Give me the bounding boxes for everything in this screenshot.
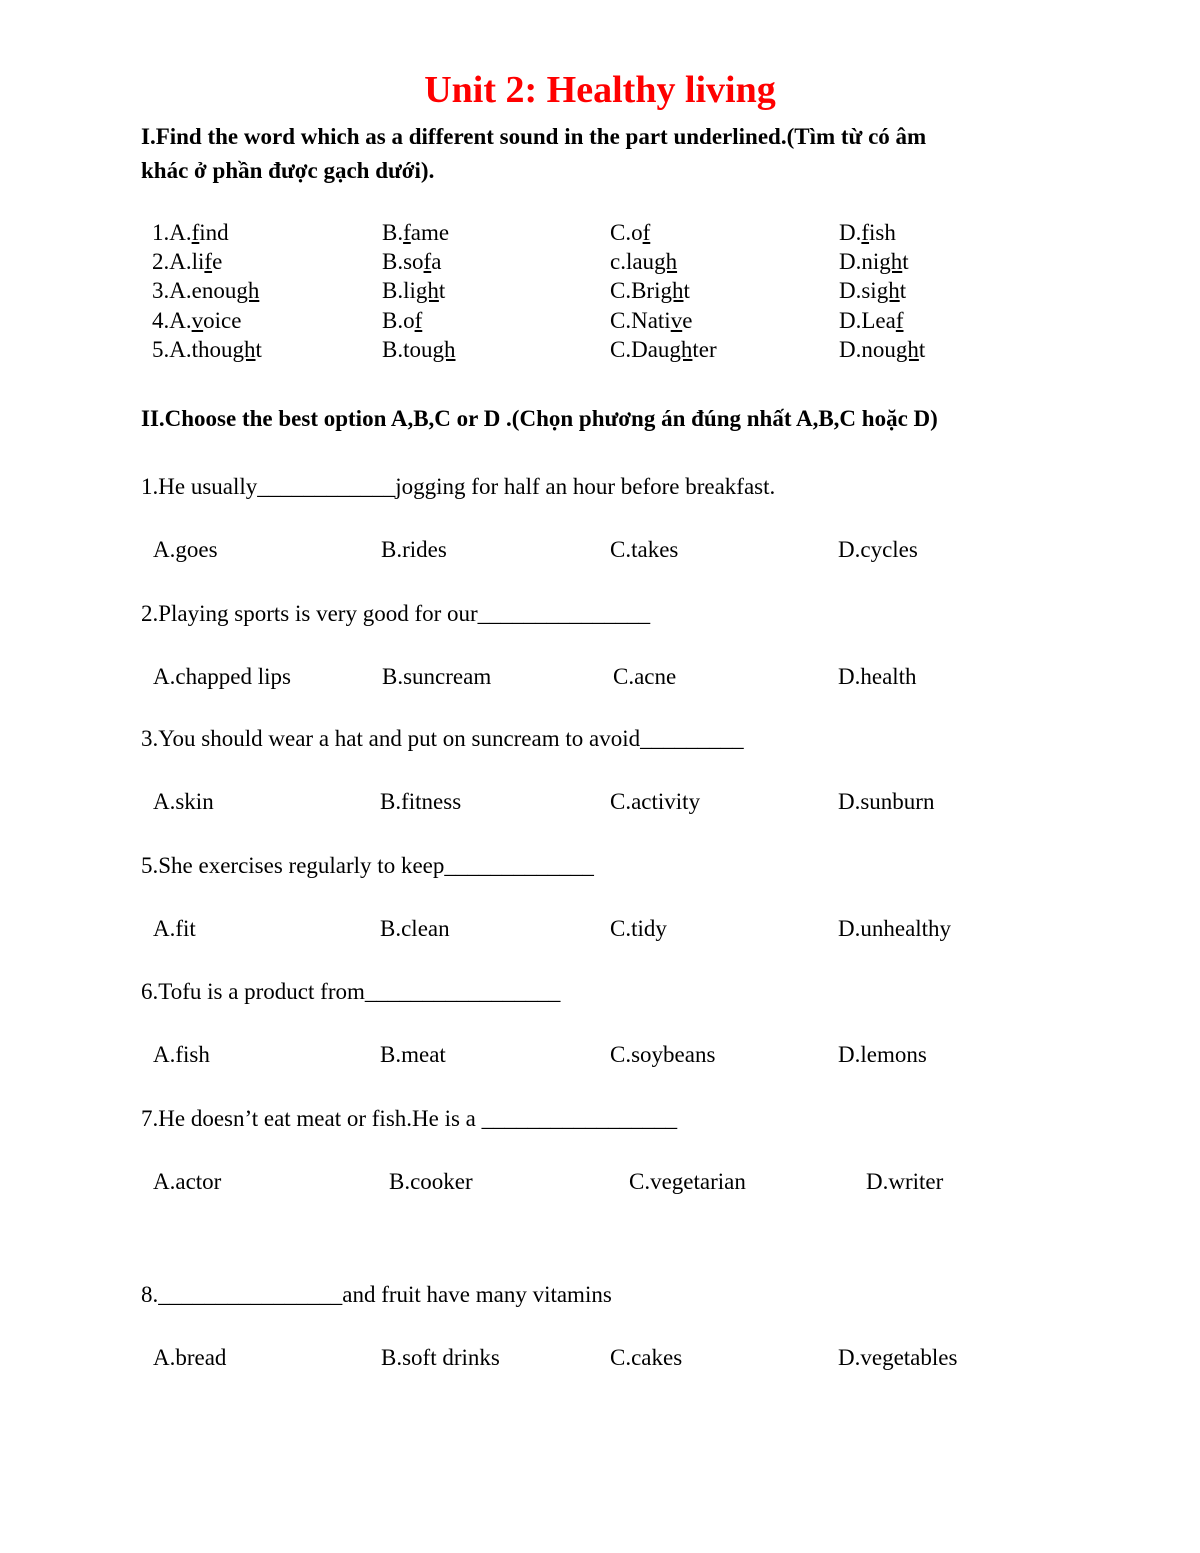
answer-option: C.soybeans <box>610 1042 716 1067</box>
underlined-part: gh <box>654 249 678 275</box>
part1-option <box>152 249 222 275</box>
answer-option: D.vegetables <box>838 1345 958 1370</box>
answer-options <box>0 537 1200 567</box>
answer-option: A.skin <box>153 789 214 814</box>
word-part: B. <box>382 220 404 245</box>
word-part: t <box>918 336 926 362</box>
part1-option <box>152 220 229 246</box>
answer-option: B.meat <box>380 1042 446 1067</box>
word-part: B.li <box>382 278 416 304</box>
answer-options <box>0 789 1200 819</box>
underlined-part: gh <box>415 278 439 304</box>
underlined-part: f <box>895 307 904 333</box>
word-part: C.o <box>610 220 643 245</box>
underlined-part: v <box>191 307 204 333</box>
answer-option: B.fitness <box>380 789 462 814</box>
word-part: 4.A. <box>152 307 192 333</box>
answer-option: A.actor <box>153 1169 222 1194</box>
part1-option <box>382 278 445 304</box>
word-part: t <box>438 278 446 304</box>
part1-option <box>382 337 455 363</box>
answer-option: D.lemons <box>838 1042 927 1067</box>
question-text: 5.She exercises regularly to keep_____________ <box>141 853 594 878</box>
word-part: C.Nati <box>610 307 671 333</box>
underlined-part: gh <box>236 278 260 304</box>
word-part: 5.A.thou <box>152 336 233 362</box>
underlined-part: f <box>861 220 870 245</box>
answer-option: D.cycles <box>838 537 918 562</box>
underlined-part: gh <box>669 336 693 362</box>
word-part: B.tou <box>382 336 433 362</box>
underlined-part: f <box>403 220 411 245</box>
part1-option <box>152 278 259 304</box>
underlined-part: f <box>204 249 213 275</box>
answer-option: D.writer <box>866 1169 944 1194</box>
underlined-part: gh <box>660 278 684 304</box>
answer-option: B.rides <box>381 537 447 562</box>
word-part: ind <box>199 220 229 245</box>
answer-option: C.takes <box>610 537 679 562</box>
word-part: oice <box>203 307 242 333</box>
part1-option <box>839 278 906 304</box>
underlined-part: f <box>423 249 432 275</box>
word-part: t <box>899 278 907 304</box>
question-text: 6.Tofu is a product from_________________ <box>141 979 561 1004</box>
word-part: B.so <box>382 249 424 275</box>
part1-option <box>610 337 717 363</box>
answer-options <box>0 1345 1200 1375</box>
word-part: ish <box>869 220 896 245</box>
word-part: e <box>212 249 223 275</box>
question-text: 2.Playing sports is very good for our_______________ <box>141 601 651 626</box>
part1-heading-line1: I.Find the word which as a different sound in the part underlined.(Tìm từ có âm <box>141 124 927 149</box>
part1-option <box>839 220 896 246</box>
answer-option: B.cooker <box>389 1169 473 1194</box>
word-part: c.lau <box>610 249 655 275</box>
answer-option: C.vegetarian <box>629 1169 746 1194</box>
word-part: t <box>255 336 262 362</box>
word-part: C.Bri <box>610 278 661 304</box>
part1-option <box>610 308 692 334</box>
answer-options <box>0 664 1200 694</box>
part1-option <box>610 278 690 304</box>
underlined-part: gh <box>432 336 456 362</box>
part1-option <box>610 220 650 246</box>
answer-options <box>0 916 1200 946</box>
part1-row <box>152 249 1052 278</box>
answer-option: C.cakes <box>610 1345 683 1370</box>
answer-option: A.fit <box>153 916 196 941</box>
part1-row <box>152 278 1052 307</box>
answer-option: D.unhealthy <box>838 916 952 941</box>
answer-option: C.acne <box>613 664 677 689</box>
part1-option <box>152 308 241 334</box>
underlined-part: v <box>670 307 683 333</box>
part1-row <box>152 220 1052 249</box>
word-part: 1.A. <box>152 220 192 245</box>
part2-heading: II.Choose the best option A,B,C or D .(Chọn phương án đúng nhất A,B,C hoặc D) <box>141 406 938 431</box>
answer-option: D.health <box>838 664 917 689</box>
answer-option: A.fish <box>153 1042 210 1067</box>
part1-option <box>839 308 904 334</box>
answer-options <box>0 1169 1200 1199</box>
word-part: t <box>902 249 909 275</box>
answer-option: C.tidy <box>610 916 667 941</box>
underlined-part: gh <box>879 249 903 275</box>
part1-option <box>839 337 925 363</box>
answer-option: A.bread <box>153 1345 227 1370</box>
part1-row <box>152 337 1052 366</box>
word-part: ame <box>410 220 450 245</box>
part1-option <box>382 220 449 246</box>
word-part: B.o <box>382 307 415 333</box>
part1-option <box>152 337 262 363</box>
underlined-part: f <box>191 220 200 245</box>
part1-heading <box>141 120 1041 188</box>
underlined-part: gh <box>876 278 900 304</box>
part1-row <box>152 308 1052 337</box>
word-part: 3.A.enou <box>152 278 237 304</box>
question-text: 1.He usually____________jogging for half an hour before breakfast. <box>141 474 776 499</box>
answer-option: B.clean <box>380 916 450 941</box>
part1-option <box>382 308 422 334</box>
part1-word-grid <box>152 220 1052 366</box>
part1-option <box>382 249 441 275</box>
word-part: ter <box>692 336 717 362</box>
answer-option: B.soft drinks <box>381 1345 500 1370</box>
answer-option: B.suncream <box>382 664 492 689</box>
word-part: a <box>431 249 442 275</box>
answer-option: A.goes <box>153 537 218 562</box>
underlined-part: f <box>414 307 423 333</box>
answer-option: A.chapped lips <box>153 664 291 689</box>
answer-option: C.activity <box>610 789 701 814</box>
part1-option <box>610 249 677 275</box>
word-part: D. <box>839 220 862 245</box>
underlined-part: gh <box>232 336 256 362</box>
word-part: C.Dau <box>610 336 670 362</box>
word-part: D.ni <box>839 249 880 275</box>
word-part: e <box>682 307 693 333</box>
part1-heading-line2: khác ở phần được gạch dưới). <box>141 158 435 183</box>
question-text: 8.________________and fruit have many vitamins <box>141 1282 612 1307</box>
question-text: 7.He doesn’t eat meat or fish.He is a _________________ <box>141 1106 678 1131</box>
answer-options <box>0 1042 1200 1072</box>
underlined-part: gh <box>895 336 919 362</box>
question-text: 3.You should wear a hat and put on suncream to avoid_________ <box>141 726 744 751</box>
answer-option: D.sunburn <box>838 789 935 814</box>
part1-option <box>839 249 909 275</box>
word-part: D.si <box>839 278 877 304</box>
underlined-part: f <box>642 220 651 245</box>
word-part: t <box>683 278 690 304</box>
word-part: 2.A.li <box>152 249 205 275</box>
word-part: D.nou <box>839 336 896 362</box>
word-part: D.Lea <box>839 307 896 333</box>
page-title: Unit 2: Healthy living <box>424 69 776 111</box>
